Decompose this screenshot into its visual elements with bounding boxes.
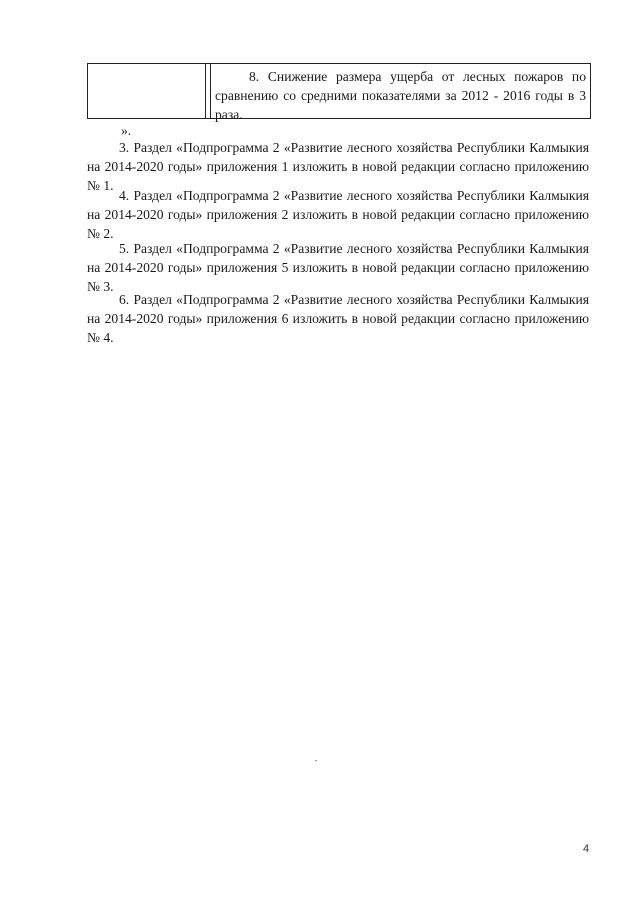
- table-left-cell: [88, 64, 206, 118]
- scan-speck: [315, 760, 317, 761]
- closing-quote: ».: [121, 123, 132, 138]
- paragraph-5: 5. Раздел «Подпрограмма 2 «Развитие лесного хозяйства Республики Калмыкия на 2014-2020 годы» приложения 5 изложить в новой редакции согласно приложению № 3.: [87, 241, 589, 294]
- paragraph-4: 4. Раздел «Подпрограмма 2 «Развитие лесного хозяйства Республики Калмыкия на 2014-2020 годы» приложения 2 изложить в новой редакции согласно приложению № 2.: [87, 188, 589, 241]
- table-cell-text: 8. Снижение размера ущерба от лесных пожаров по сравнению со средними показателями за 2012 - 2016 годы в 3 раза.: [215, 69, 586, 122]
- page-number: 4: [583, 843, 590, 855]
- continuation-table: [87, 63, 591, 122]
- paragraph-3: 3. Раздел «Подпрограмма 2 «Развитие лесного хозяйства Республики Калмыкия на 2014-2020 годы» приложения 1 изложить в новой редакции согласно приложению № 1.: [87, 140, 589, 193]
- paragraph-6: 6. Раздел «Подпрограмма 2 «Развитие лесного хозяйства Республики Калмыкия на 2014-2020 годы» приложения 6 изложить в новой редакции согласно приложению № 4.: [87, 292, 589, 345]
- table-right-cell: [210, 64, 590, 122]
